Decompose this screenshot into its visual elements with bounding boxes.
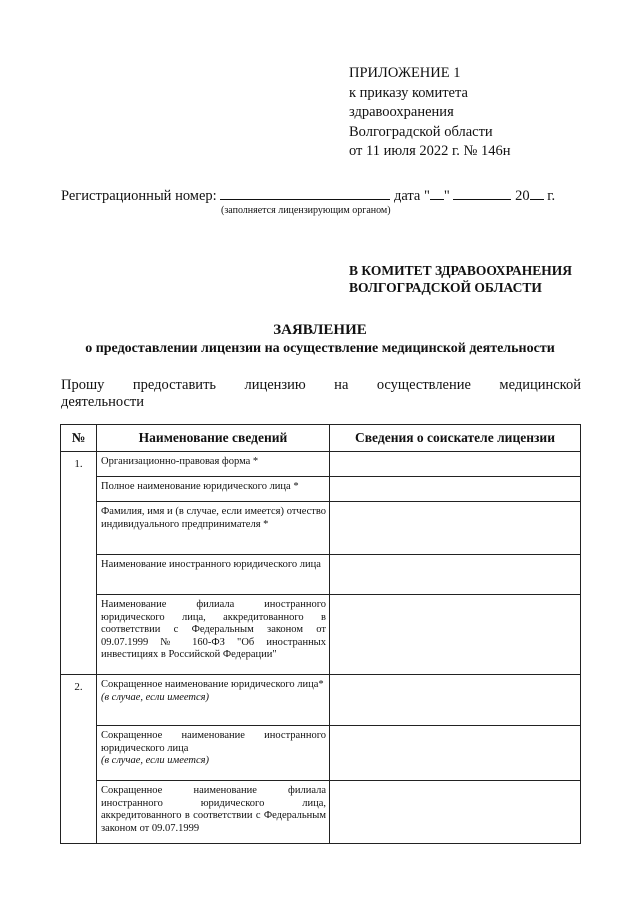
row-label-text: Сокращенное наименование юридического лица* bbox=[101, 679, 324, 690]
request-line-2: деятельности bbox=[61, 394, 145, 410]
appendix-line: ПРИЛОЖЕНИЕ 1 bbox=[349, 65, 461, 81]
row-value-field[interactable] bbox=[330, 477, 581, 502]
appendix-line: здравоохранения bbox=[349, 104, 454, 120]
row-number: 2. bbox=[61, 675, 97, 844]
row-label: Фамилия, имя и (в случае, если имеется) отчество индивидуального предпринимателя * bbox=[97, 502, 330, 555]
row-label bbox=[97, 675, 330, 726]
appendix-line: к приказу комитета bbox=[349, 84, 468, 101]
year-prefix: 20 bbox=[515, 188, 530, 204]
table-row bbox=[61, 555, 581, 595]
document-subtitle: о предоставлении лицензии на осуществление медицинской деятельности bbox=[85, 341, 555, 356]
date-month-field[interactable] bbox=[453, 187, 511, 200]
application-table bbox=[60, 424, 581, 844]
table-row bbox=[61, 452, 581, 477]
registration-number-field[interactable] bbox=[220, 187, 390, 200]
document-title: ЗАЯВЛЕНИЕ bbox=[273, 322, 367, 338]
row-label: Наименование филиала иностранного юридического лица, аккредитованного в соответствии с Федеральным законом от 09.07.1999 № 160-ФЗ "Об иностранных инвестициях в Российской Федерации" bbox=[97, 595, 330, 675]
table-row bbox=[61, 477, 581, 502]
registration-label: Регистрационный номер: bbox=[61, 188, 217, 204]
registration-note: (заполняется лицензирующим органом) bbox=[221, 205, 391, 216]
table-row bbox=[61, 726, 581, 781]
registration-line bbox=[61, 187, 555, 205]
addressee-line: ВОЛГОГРАДСКОЙ ОБЛАСТИ bbox=[349, 280, 542, 295]
row-value-field[interactable] bbox=[330, 595, 581, 675]
row-label-note: (в случае, если имеется) bbox=[101, 691, 209, 703]
table-row bbox=[61, 675, 581, 726]
row-label: Наименование иностранного юридического лица bbox=[97, 555, 330, 595]
row-number: 1. bbox=[61, 452, 97, 675]
table-row bbox=[61, 502, 581, 555]
appendix-line: Волгоградской области bbox=[349, 123, 493, 140]
row-label-text: Сокращенное наименование иностранного юридического лица bbox=[101, 730, 326, 754]
row-value-field[interactable] bbox=[330, 781, 581, 844]
date-year-field[interactable] bbox=[530, 187, 544, 200]
row-value-field[interactable] bbox=[330, 502, 581, 555]
year-suffix: г. bbox=[547, 188, 556, 204]
row-label: Полное наименование юридического лица * bbox=[97, 477, 330, 502]
row-value-field[interactable] bbox=[330, 675, 581, 726]
row-label: Организационно-правовая форма * bbox=[97, 452, 330, 477]
table-row bbox=[61, 781, 581, 844]
date-quote: " bbox=[443, 188, 450, 204]
appendix-block bbox=[349, 64, 511, 162]
addressee-line: В КОМИТЕТ ЗДРАВООХРАНЕНИЯ bbox=[349, 263, 573, 278]
row-value-field[interactable] bbox=[330, 726, 581, 781]
appendix-line: от 11 июля 2022 г. № 146н bbox=[349, 143, 511, 159]
header-info: Сведения о соискателе лицензии bbox=[330, 425, 581, 452]
date-label: дата " bbox=[393, 188, 430, 204]
row-label: Сокращенное наименование филиала иностранного юридического лица, аккредитованного в соответствии с Федеральным законом от 09.07.1999 bbox=[97, 781, 330, 844]
row-value-field[interactable] bbox=[330, 452, 581, 477]
table-row bbox=[61, 595, 581, 675]
row-label bbox=[97, 726, 330, 781]
table-header-row bbox=[61, 425, 581, 452]
request-line-1: Прошу предоставить лицензию на осуществление медицинской bbox=[61, 377, 581, 393]
row-value-field[interactable] bbox=[330, 555, 581, 595]
addressee-block bbox=[349, 262, 572, 296]
header-name: Наименование сведений bbox=[97, 425, 330, 452]
header-number: № bbox=[61, 425, 97, 452]
row-label-note: (в случае, если имеется) bbox=[101, 755, 209, 766]
date-day-field[interactable] bbox=[430, 187, 444, 200]
